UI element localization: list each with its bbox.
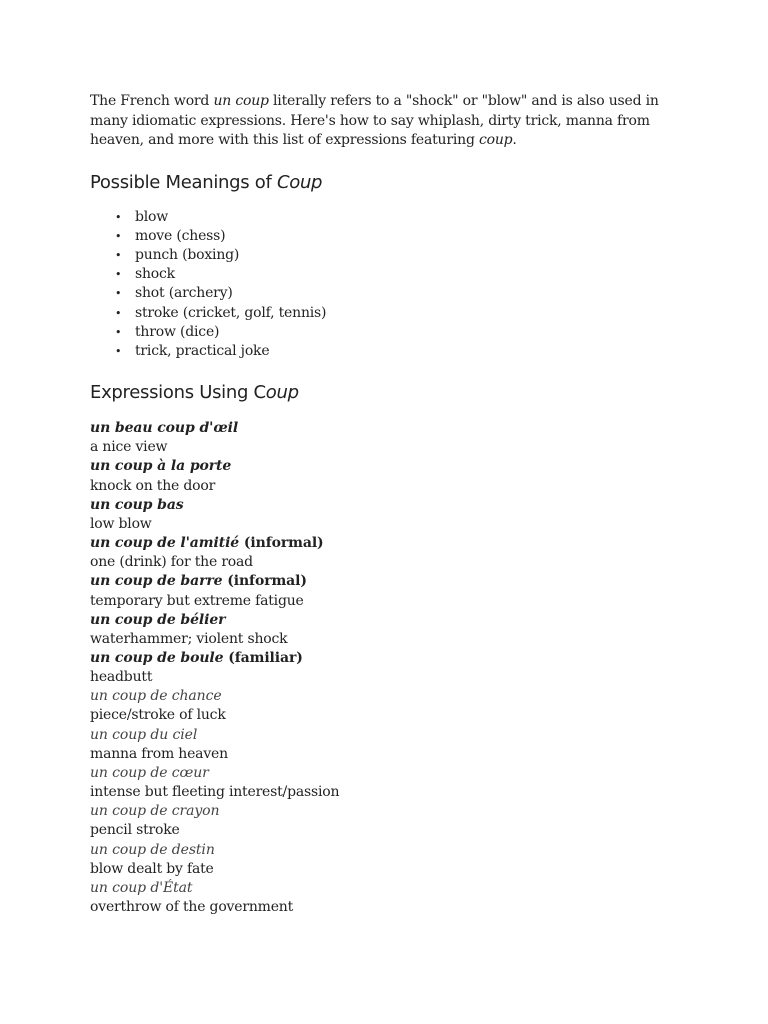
meaning-text: move (chess) <box>135 227 226 244</box>
expression-term: un beau coup d'œil <box>90 420 239 437</box>
expression-term-line <box>90 841 690 860</box>
meaning-item <box>90 323 690 342</box>
expression-definition: headbutt <box>90 669 153 686</box>
expression-term-line <box>90 457 690 476</box>
expression-definition: low blow <box>90 515 152 532</box>
meaning-text: shock <box>135 266 175 283</box>
expression-term-line <box>90 649 690 668</box>
meaning-item <box>90 342 690 361</box>
meaning-item <box>90 265 690 284</box>
expression-definition: overthrow of the government <box>90 899 294 916</box>
expression-term-line <box>90 534 690 553</box>
expression-term-line <box>90 764 690 783</box>
expression-term-line <box>90 611 690 630</box>
intro-text-1: The French word <box>90 93 214 109</box>
bullet-icon: • <box>115 248 122 262</box>
expression-term: un coup d'État <box>90 879 193 896</box>
expression-term-line <box>90 802 690 821</box>
meaning-text: shot (archery) <box>135 285 233 302</box>
expression-definition: waterhammer; violent shock <box>90 630 288 647</box>
document-page <box>90 92 690 917</box>
bullet-icon: • <box>115 344 122 358</box>
expression-term: un coup de barre <box>90 573 223 590</box>
expression-term: un coup de crayon <box>90 803 220 820</box>
meaning-text: throw (dice) <box>135 323 220 340</box>
expression-term: un coup à la porte <box>90 458 232 475</box>
meaning-text: trick, practical joke <box>135 342 270 359</box>
meaning-item <box>90 246 690 265</box>
expressions-heading-prefix: Expressions Using C <box>90 382 266 404</box>
expressions-list <box>90 419 690 917</box>
expression-term-line <box>90 687 690 706</box>
expression-definition: manna from heaven <box>90 745 228 762</box>
expression-term: un coup de bélier <box>90 611 226 628</box>
expressions-heading-term: oup <box>265 382 299 404</box>
meanings-heading <box>90 171 690 195</box>
bullet-icon: • <box>115 287 122 301</box>
intro-text-2: literally refers to a "shock" or "blow" and is also used in many idiomatic expressions. Here's how to say whiplash, dirty trick, manna from heaven, and more with this list of expressions featuring <box>90 93 659 148</box>
expression-term: un coup du ciel <box>90 726 198 743</box>
intro-term-un-coup: un coup <box>213 93 269 109</box>
intro-term-coup: coup <box>478 132 513 148</box>
expression-term: un coup de l'amitié <box>90 535 240 552</box>
expression-term-line <box>90 726 690 745</box>
meaning-text: blow <box>135 208 169 225</box>
expression-definition: piece/stroke of luck <box>90 707 226 724</box>
bullet-icon: • <box>115 325 122 339</box>
bullet-icon: • <box>115 229 122 243</box>
expression-term-line <box>90 879 690 898</box>
expression-definition: temporary but extreme fatigue <box>90 592 304 609</box>
expression-register-note: (informal) <box>222 573 307 590</box>
expression-definition: one (drink) for the road <box>90 554 253 571</box>
expression-term-line <box>90 572 690 591</box>
expression-term-line <box>90 496 690 515</box>
meaning-item <box>90 304 690 323</box>
meaning-item <box>90 284 690 303</box>
meanings-heading-term: Coup <box>276 171 323 193</box>
expression-term: un coup bas <box>90 496 184 513</box>
bullet-icon: • <box>115 306 122 320</box>
expression-term: un coup de destin <box>90 841 215 858</box>
intro-paragraph <box>90 92 690 151</box>
expression-definition: blow dealt by fate <box>90 860 214 877</box>
expression-definition: pencil stroke <box>90 822 180 839</box>
expression-term: un coup de chance <box>90 688 222 705</box>
expression-definition: a nice view <box>90 439 168 456</box>
meaning-text: stroke (cricket, golf, tennis) <box>135 304 327 321</box>
meanings-heading-prefix: Possible Meanings of <box>90 171 277 193</box>
intro-text-3: . <box>512 132 517 148</box>
expression-term: un coup de boule <box>90 650 224 666</box>
meaning-item <box>90 227 690 246</box>
expressions-heading <box>90 381 690 405</box>
bullet-icon: • <box>115 210 122 224</box>
expression-definition: knock on the door <box>90 477 216 494</box>
expression-term: un coup de cœur <box>90 764 209 781</box>
meanings-list <box>90 208 690 362</box>
meaning-text: punch (boxing) <box>135 246 240 263</box>
bullet-icon: • <box>115 268 122 282</box>
expression-term-line <box>90 419 690 438</box>
expression-definition: intense but fleeting interest/passion <box>90 784 340 801</box>
meaning-item <box>90 208 690 227</box>
expression-register-note: (informal) <box>239 535 324 552</box>
expression-register-note: (familiar) <box>223 650 303 666</box>
